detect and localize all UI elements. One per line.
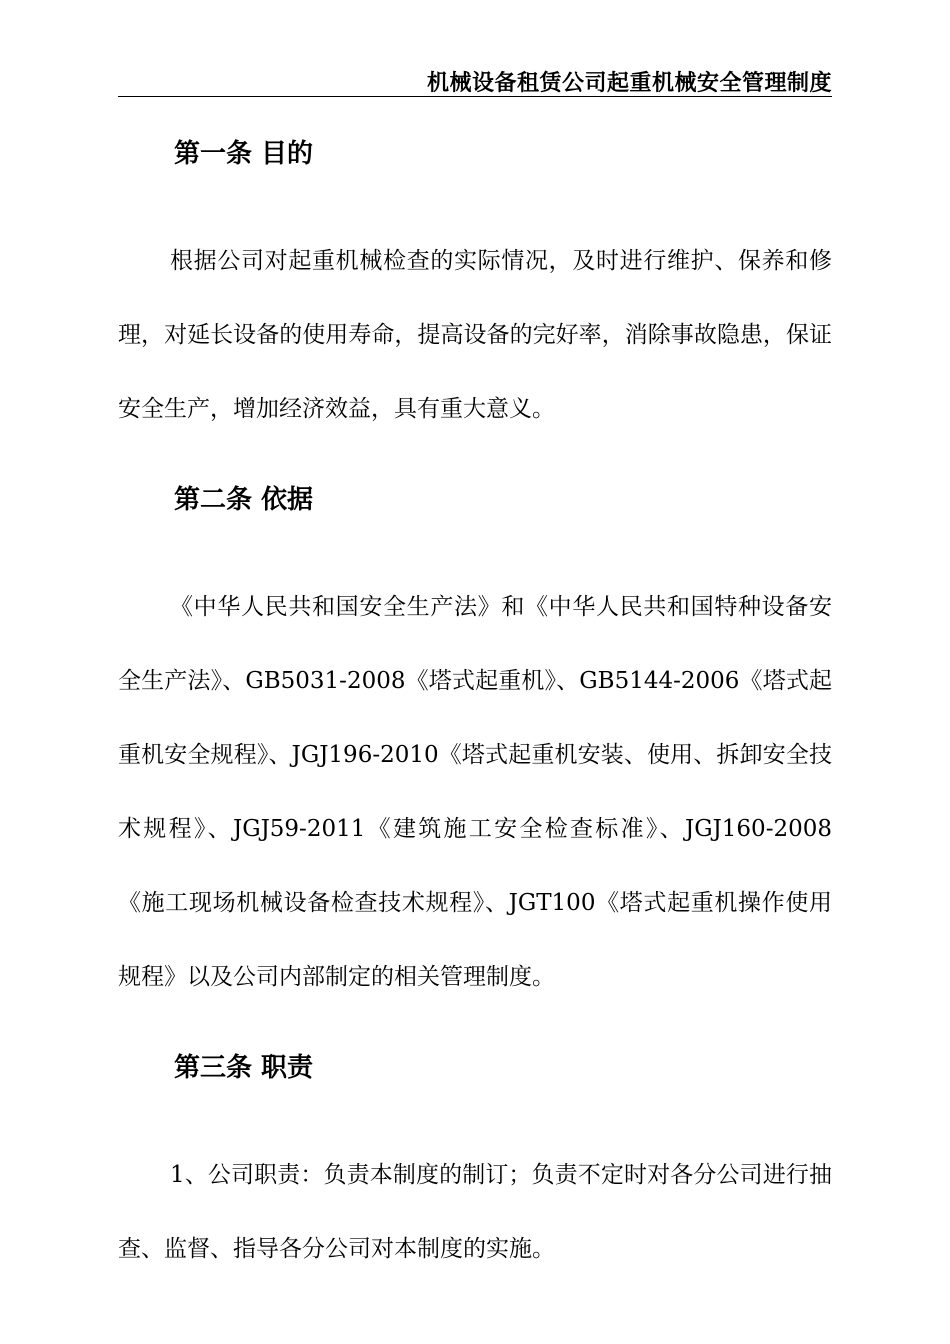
section-paragraph-basis: 《中华人民共和国安全生产法》和《中华人民共和国特种设备安全生产法》、GB5031-2008《塔式起重机》、GB5144-2006《塔式起重机安全规程》、JGJ196-2010《塔式起重机安装、使用、拆卸安全技术规程》、JGJ59-2011《建筑施工安全检查标准》、JGJ160-2008《施工现场机械设备检查技术规程》、JGT100《塔式起重机操作使用规程》以及公司内部制定的相关管理制度。 xyxy=(118,594,832,990)
section-paragraph-duties: 1、公司职责：负责本制度的制订；负责不定时对各分公司进行抽查、监督、指导各分公司对本制度的实施。 xyxy=(118,1162,832,1262)
document-title: 机械设备租赁公司起重机械安全管理制度 xyxy=(426,71,832,96)
page-header xyxy=(118,62,832,97)
section-heading-basis: 第二条 依据 xyxy=(174,485,314,515)
section-heading-purpose: 第一条 目的 xyxy=(174,139,314,169)
section-heading-duties: 第三条 职责 xyxy=(174,1053,314,1083)
document-body xyxy=(118,126,832,1286)
section-paragraph-purpose: 根据公司对起重机械检查的实际情况，及时进行维护、保养和修理，对延长设备的使用寿命，提高设备的完好率，消除事故隐患，保证安全生产，增加经济效益，具有重大意义。 xyxy=(118,248,832,422)
